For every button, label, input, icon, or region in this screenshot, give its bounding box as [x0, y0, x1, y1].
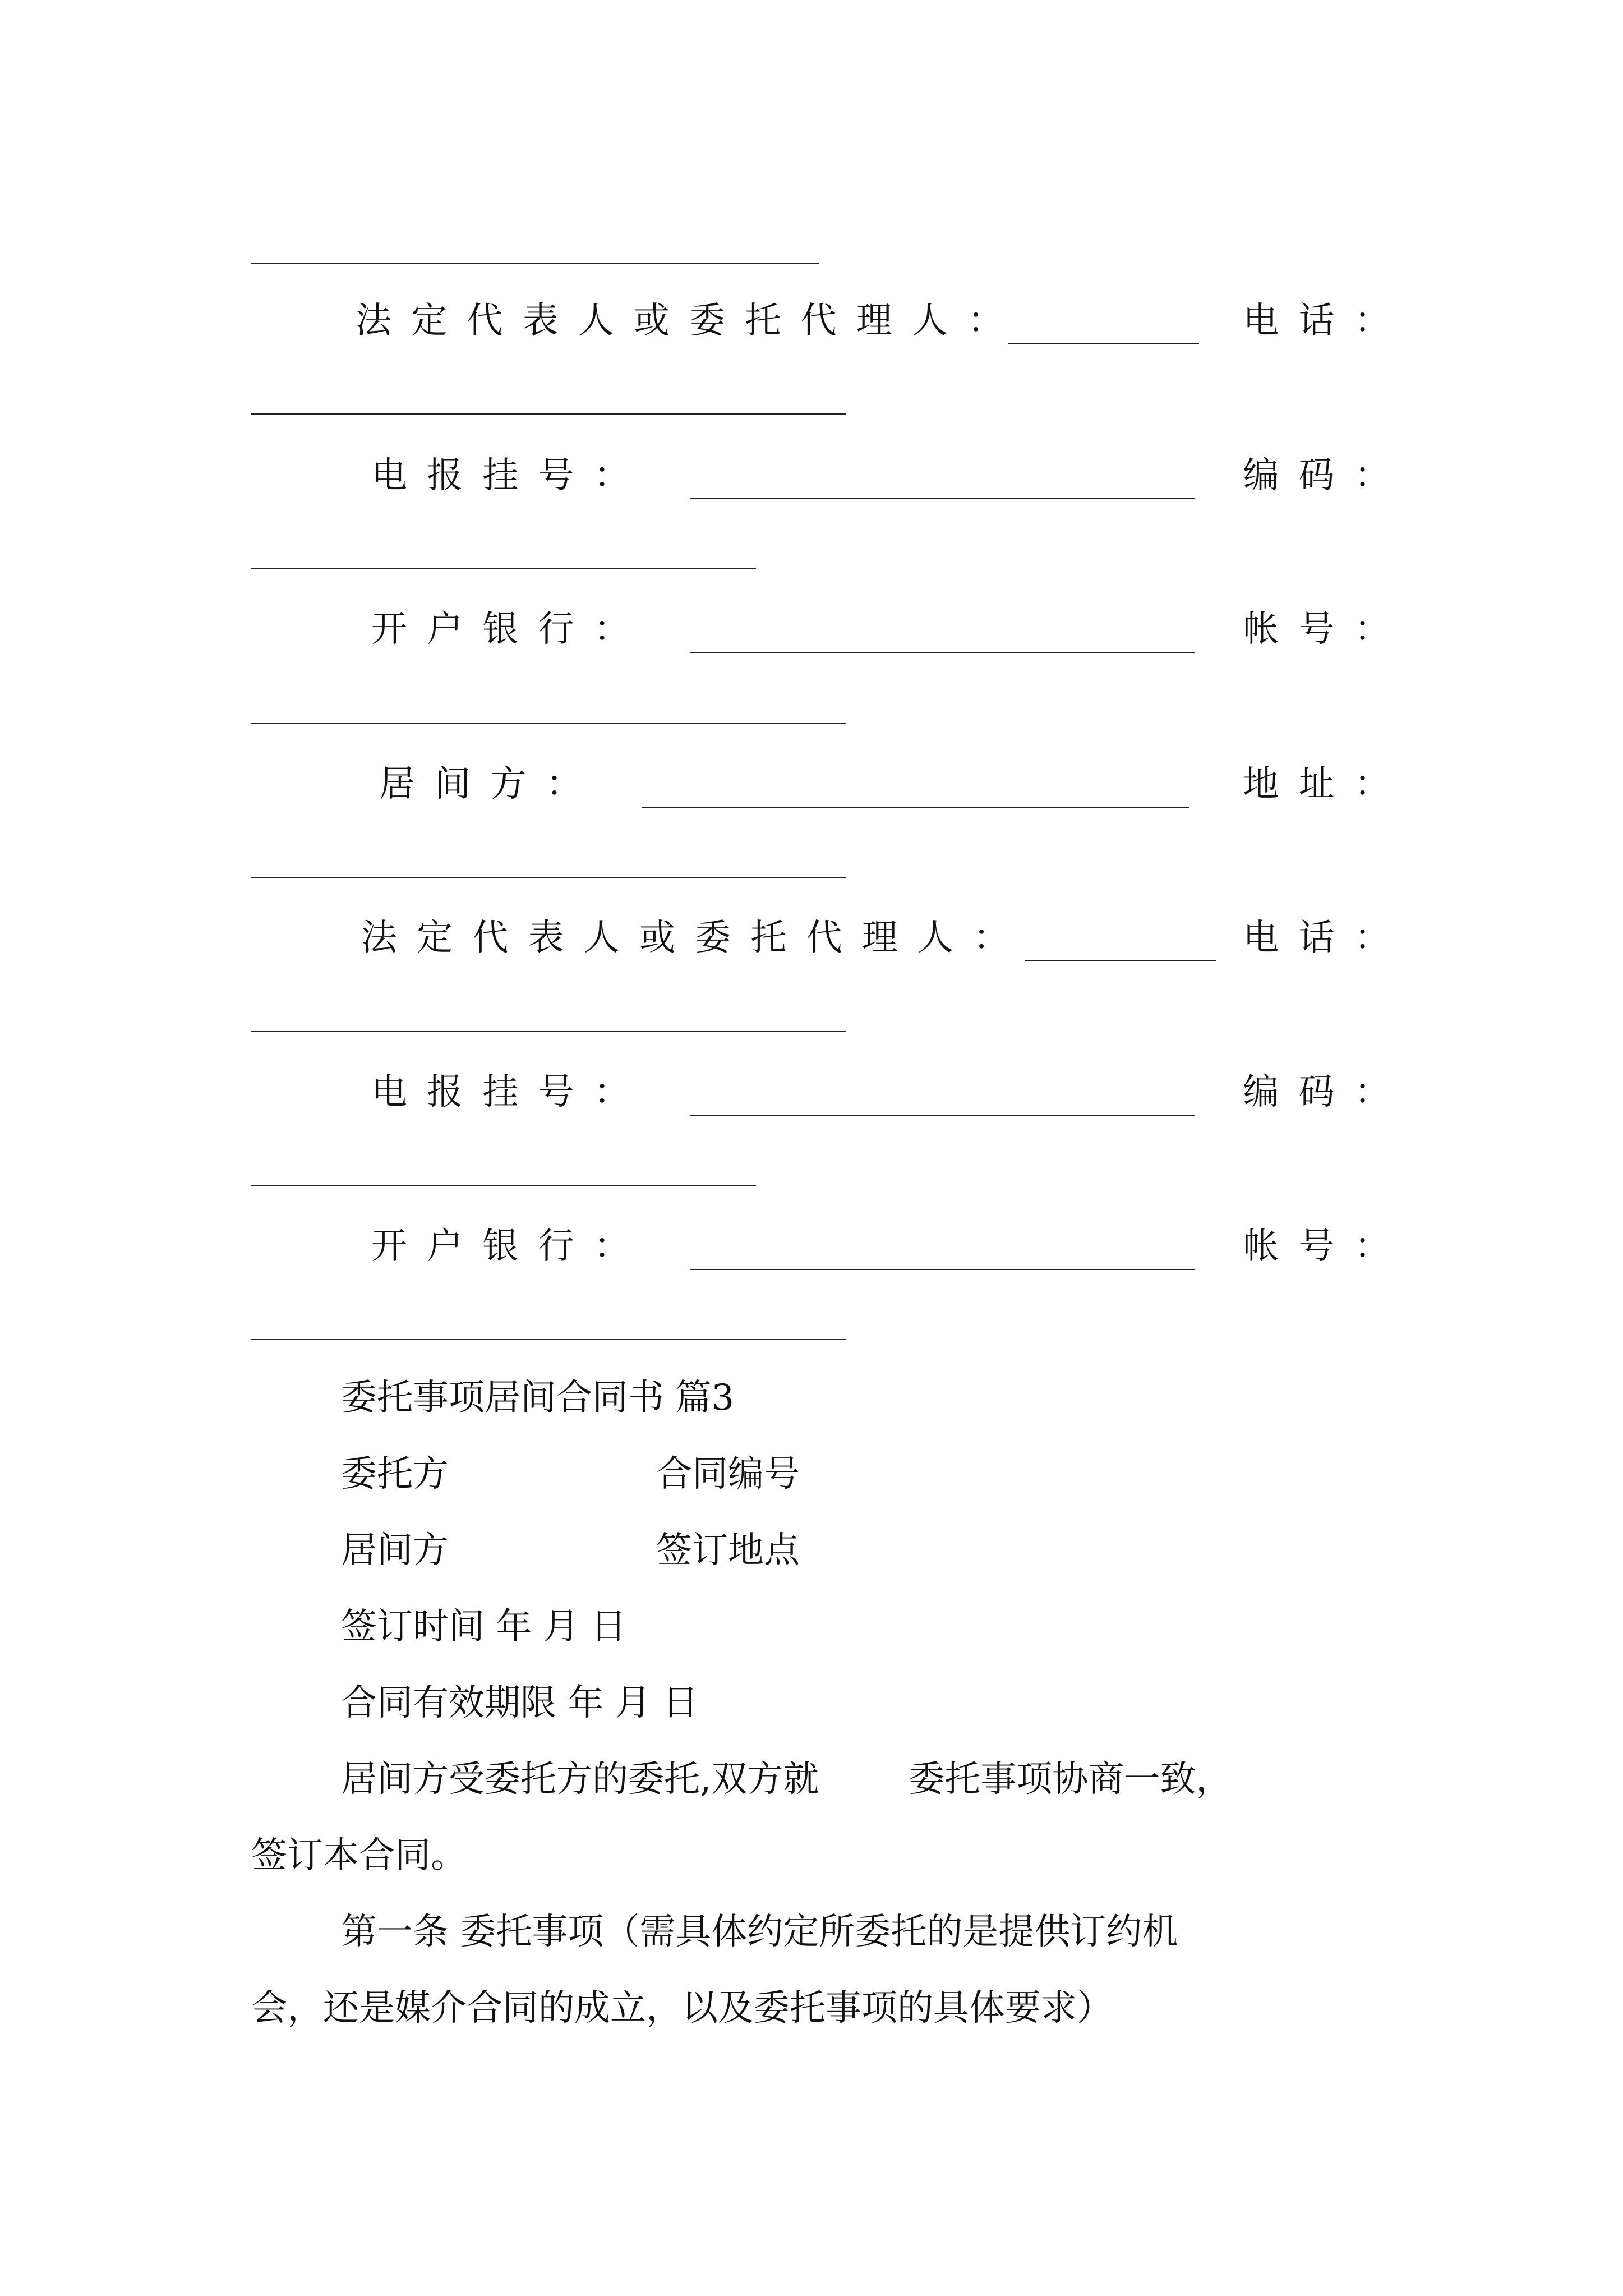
field-label-right: 帐号：	[1243, 1226, 1410, 1267]
intro-text-c: 签订本合同。	[251, 1835, 467, 1876]
meta-line-sign-time	[251, 1589, 1395, 1665]
field-label-right: 编码：	[1243, 455, 1410, 496]
field-label-right: 帐号：	[1243, 609, 1410, 650]
form-row-bank	[251, 606, 1410, 653]
field-label-right: 地址：	[1243, 763, 1410, 805]
article-1-text-b: 会，还是媒介合同的成立，以及委托事项的具体要求）	[251, 1987, 1113, 2029]
sign-time-label: 签订时间 年 月 日	[341, 1606, 627, 1648]
field-label: 法定代表人或委托代理人：	[356, 300, 1023, 342]
contract-no-label: 合同编号	[656, 1453, 800, 1495]
validity-label: 合同有效期限 年 月 日	[341, 1682, 699, 1724]
fill-blank-line	[251, 877, 846, 878]
form-row-legal-rep	[251, 297, 1410, 344]
section-title-line	[251, 1360, 1395, 1436]
article-1-line-2	[251, 1970, 1395, 2046]
intro-text-a: 居间方受委托方的委托,双方就	[341, 1759, 819, 1800]
fill-blank	[1008, 343, 1199, 344]
fill-blank	[690, 1269, 1195, 1270]
broker-label: 居间方	[341, 1530, 449, 1571]
meta-line-validity	[251, 1665, 1395, 1741]
section-title: 委托事项居间合同书 篇3	[341, 1377, 735, 1419]
meta-line-client	[251, 1436, 1395, 1512]
fill-blank	[690, 498, 1195, 499]
fill-blank-line	[251, 1031, 846, 1032]
fill-blank-line	[251, 413, 846, 415]
field-label-right: 编码：	[1243, 1071, 1410, 1113]
fill-blank	[1025, 960, 1216, 961]
fill-blank	[642, 807, 1189, 808]
field-label-right: 电话：	[1243, 300, 1410, 342]
signature-blank-line	[251, 263, 819, 264]
place-label: 签订地点	[656, 1530, 800, 1571]
form-row-telegraph	[251, 452, 1410, 499]
form-row-legal-rep-2	[251, 914, 1410, 961]
article-1-line-1	[251, 1894, 1395, 1970]
client-label: 委托方	[341, 1453, 449, 1495]
fill-blank-line	[251, 723, 846, 724]
field-label: 开户银行：	[371, 609, 649, 650]
field-label: 电报挂号：	[371, 1071, 649, 1113]
form-row-broker	[251, 761, 1410, 808]
fill-blank-line	[251, 1185, 756, 1186]
article-1-text-a: 第一条 委托事项（需具体约定所委托的是提供订约机	[341, 1911, 1178, 1953]
intro-paragraph-line-2	[251, 1818, 1395, 1894]
field-label: 法定代表人或委托代理人：	[361, 917, 1029, 959]
fill-blank-line	[251, 1339, 846, 1340]
field-label: 居间方：	[379, 763, 602, 805]
field-label: 开户银行：	[371, 1226, 649, 1267]
intro-paragraph-line-1	[251, 1741, 1395, 1818]
form-row-telegraph-2	[251, 1069, 1410, 1116]
field-label-right: 电话：	[1243, 917, 1410, 959]
form-row-bank-2	[251, 1223, 1410, 1270]
intro-text-b: 委托事项协商一致，	[909, 1759, 1232, 1800]
fill-blank	[690, 1115, 1195, 1116]
fill-blank-line	[251, 568, 756, 569]
fill-blank	[690, 652, 1195, 653]
field-label: 电报挂号：	[371, 455, 649, 496]
meta-line-broker	[251, 1512, 1395, 1589]
